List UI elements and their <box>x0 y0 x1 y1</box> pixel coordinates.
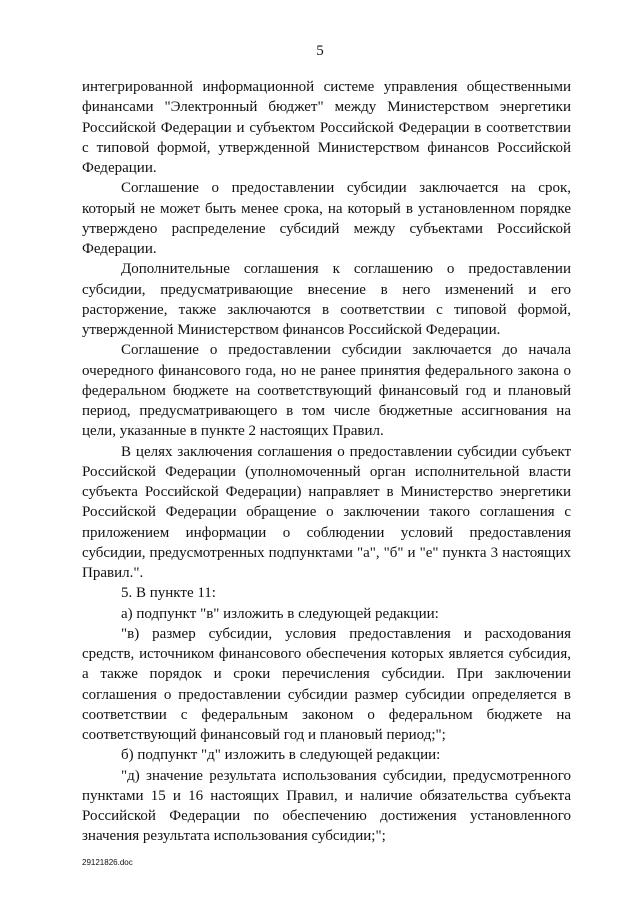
document-body <box>82 77 571 847</box>
paragraph: а) подпункт "в" изложить в следующей редакции: <box>121 605 439 622</box>
page-number: 5 <box>316 43 324 59</box>
paragraph: В целях заключения соглашения о предоставлении субсидии субъект Российской Федерации (уполномоченный орган исполнительной власти субъекта Российской Федерации) направляет в Министерство энергетики Российской Федерации обращение о заключении такого соглашения с приложением информации о соблюдении условий предоставления субсидии, предусмотренных подпунктами "а", "б" и "е" пункта 3 настоящих Правил.". <box>82 443 571 581</box>
paragraph: "в) размер субсидии, условия предоставления и расходования средств, источником финансового обеспечения которых является субсидия, а также порядок и сроки перечисления субсидии. При заключении соглашения о предоставлении субсидии размер субсидии определяется в соответствии с федеральным законом о федеральном бюджете на соответствующий финансовый год и плановый период;"; <box>82 625 571 743</box>
paragraph: Дополнительные соглашения к соглашению о предоставлении субсидии, предусматривающие внесение в него изменений и его расторжение, также заключаются в соответствии с типовой формой, утвержденной Министерством финансов Российской Федерации. <box>82 261 571 338</box>
paragraph: б) подпункт "д" изложить в следующей редакции: <box>121 747 441 764</box>
paragraph: 5. В пункте 11: <box>121 585 216 602</box>
paragraph: Соглашение о предоставлении субсидии заключается до начала очередного финансового года, но не ранее принятия федерального закона о федеральном бюджете на соответствующий финансовый год и плановый период, предусматривающего в том числе бюджетные ассигнования на цели, указанные в пункте 2 настоящих Правил. <box>82 342 571 440</box>
paragraph: "д) значение результата использования субсидии, предусмотренного пунктами 15 и 16 настоящих Правил, и наличие обязательства субъекта Российской Федерации по обеспечению достижения установленного значения результата использования субсидии;"; <box>82 767 571 845</box>
paragraph: Соглашение о предоставлении субсидии заключается на срок, который не может быть менее срока, на который в установленном порядке утверждено распределение субсидий между субъектами Российской Федерации. <box>82 180 571 257</box>
footer-filename: 29121826.doc <box>82 858 133 867</box>
paragraph: интегрированной информационной системе управления общественными финансами "Электронный бюджет" между Министерством энергетики Российской Федерации и субъектом Российской Федерации в соответствии с типовой формой, утвержденной Министерством финансов Российской Федерации. <box>82 79 571 176</box>
